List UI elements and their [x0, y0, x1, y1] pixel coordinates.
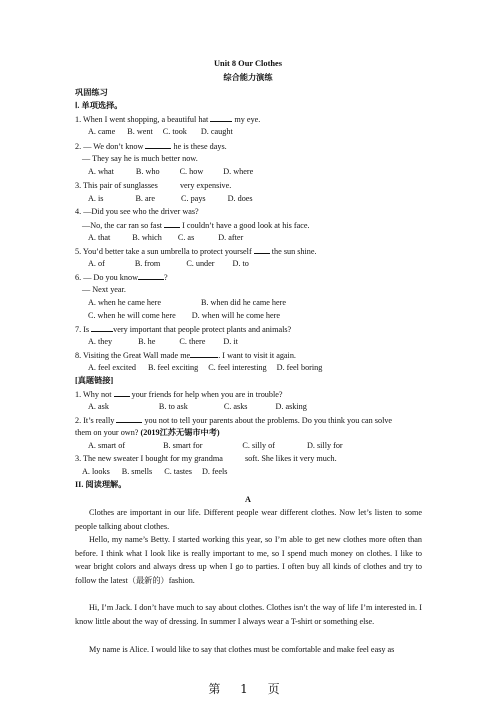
- link-heading: [真题链接]: [75, 376, 114, 385]
- link-question-1: 1. Why not your friends for help when you are in trouble?: [75, 390, 283, 399]
- options-7: A. they B. he C. there D. it: [88, 337, 238, 346]
- question-3: 3. This pair of sunglasses very expensive.: [75, 181, 232, 190]
- options-8: A. feel excited B. feel exciting C. feel interesting D. feel boring: [88, 363, 323, 372]
- options-2: A. what B. who C. how D. where: [88, 167, 254, 176]
- link-question-3: 3. The new sweater I bought for my grandma soft. She likes it very much.: [75, 454, 337, 463]
- options-1: A. came B. went C. took D. caught: [88, 127, 233, 136]
- page-subtitle: 综合能力演练: [223, 73, 273, 82]
- question-4-reply: —No, the car ran so fast I couldn’t have a good look at his face.: [82, 221, 310, 230]
- options-3: A. is B. are C. pays D. does: [88, 194, 253, 203]
- question-6-reply: — Next year.: [82, 285, 126, 294]
- link-options-1: A. ask B. to ask C. asks D. asking: [88, 402, 307, 411]
- link-options-3: A. looks B. smells C. tastes D. feels: [82, 467, 228, 476]
- options-6a: A. when he came here B. when did he came here: [88, 298, 286, 307]
- paragraph-3: Hi, I’m Jack. I don’t have much to say about clothes. Clothes isn’t the way of life I’m interested in. I know little about the way of dressing. In summer I always wear a T-shirt or something else.: [75, 603, 422, 626]
- question-1: 1. When I went shopping, a beautiful hat my eye.: [75, 115, 261, 124]
- paragraph-2: Hello, my name’s Betty. I started working this year, so I’m able to get new clothes more often than before. I think what I look like is really important to me, so I spend much money on clothes. I like to wear bright colors and always dress up when I go to parties. I often buy all kinds of clothes and try to follow the latest（最新的）fashion.: [75, 535, 422, 585]
- link-question-2-cont: them on your own? (2019江苏无锡市中考): [75, 428, 220, 437]
- question-7: 7. Is very important that people protect plants and animals?: [75, 325, 292, 334]
- options-6b: C. when he will come here D. when will he come here: [88, 311, 280, 320]
- passage-label: A: [245, 495, 251, 504]
- link-question-2: 2. It’s really you not to tell your parents about the problems. Do you think you can solve: [75, 416, 393, 425]
- part2-heading: II. 阅读理解。: [75, 480, 127, 489]
- options-5: A. of B. from C. under D. to: [88, 259, 249, 268]
- paragraph-1: Clothes are important in our life. Different people wear different clothes. Now let’s listen to some people talking about clothes.: [75, 508, 422, 531]
- link-options-2: A. smart of B. smart for C. silly of D. silly for: [88, 441, 343, 450]
- question-6: 6. — Do you know ?: [75, 273, 168, 282]
- section-heading: 巩固练习: [75, 88, 108, 97]
- question-4: 4. —Did you see who the driver was?: [75, 207, 199, 216]
- paragraph-4: My name is Alice. I would like to say that clothes must be comfortable and make feel easy as: [89, 645, 395, 654]
- question-2: 2. — We don’t know he is these days.: [75, 142, 227, 151]
- question-2-reply: — They say he is much better now.: [82, 154, 198, 163]
- options-4: A. that B. which C. as D. after: [88, 233, 244, 242]
- page-number: 第 1 页: [208, 682, 288, 696]
- page-title: Unit 8 Our Clothes: [213, 59, 282, 68]
- question-5: 5. You’d better take a sun umbrella to protect yourself the sun shine.: [75, 247, 317, 256]
- question-8: 8. Visiting the Great Wall made me . I want to visit it again.: [75, 351, 296, 360]
- part1-heading: Ⅰ. 单项选择。: [75, 101, 123, 110]
